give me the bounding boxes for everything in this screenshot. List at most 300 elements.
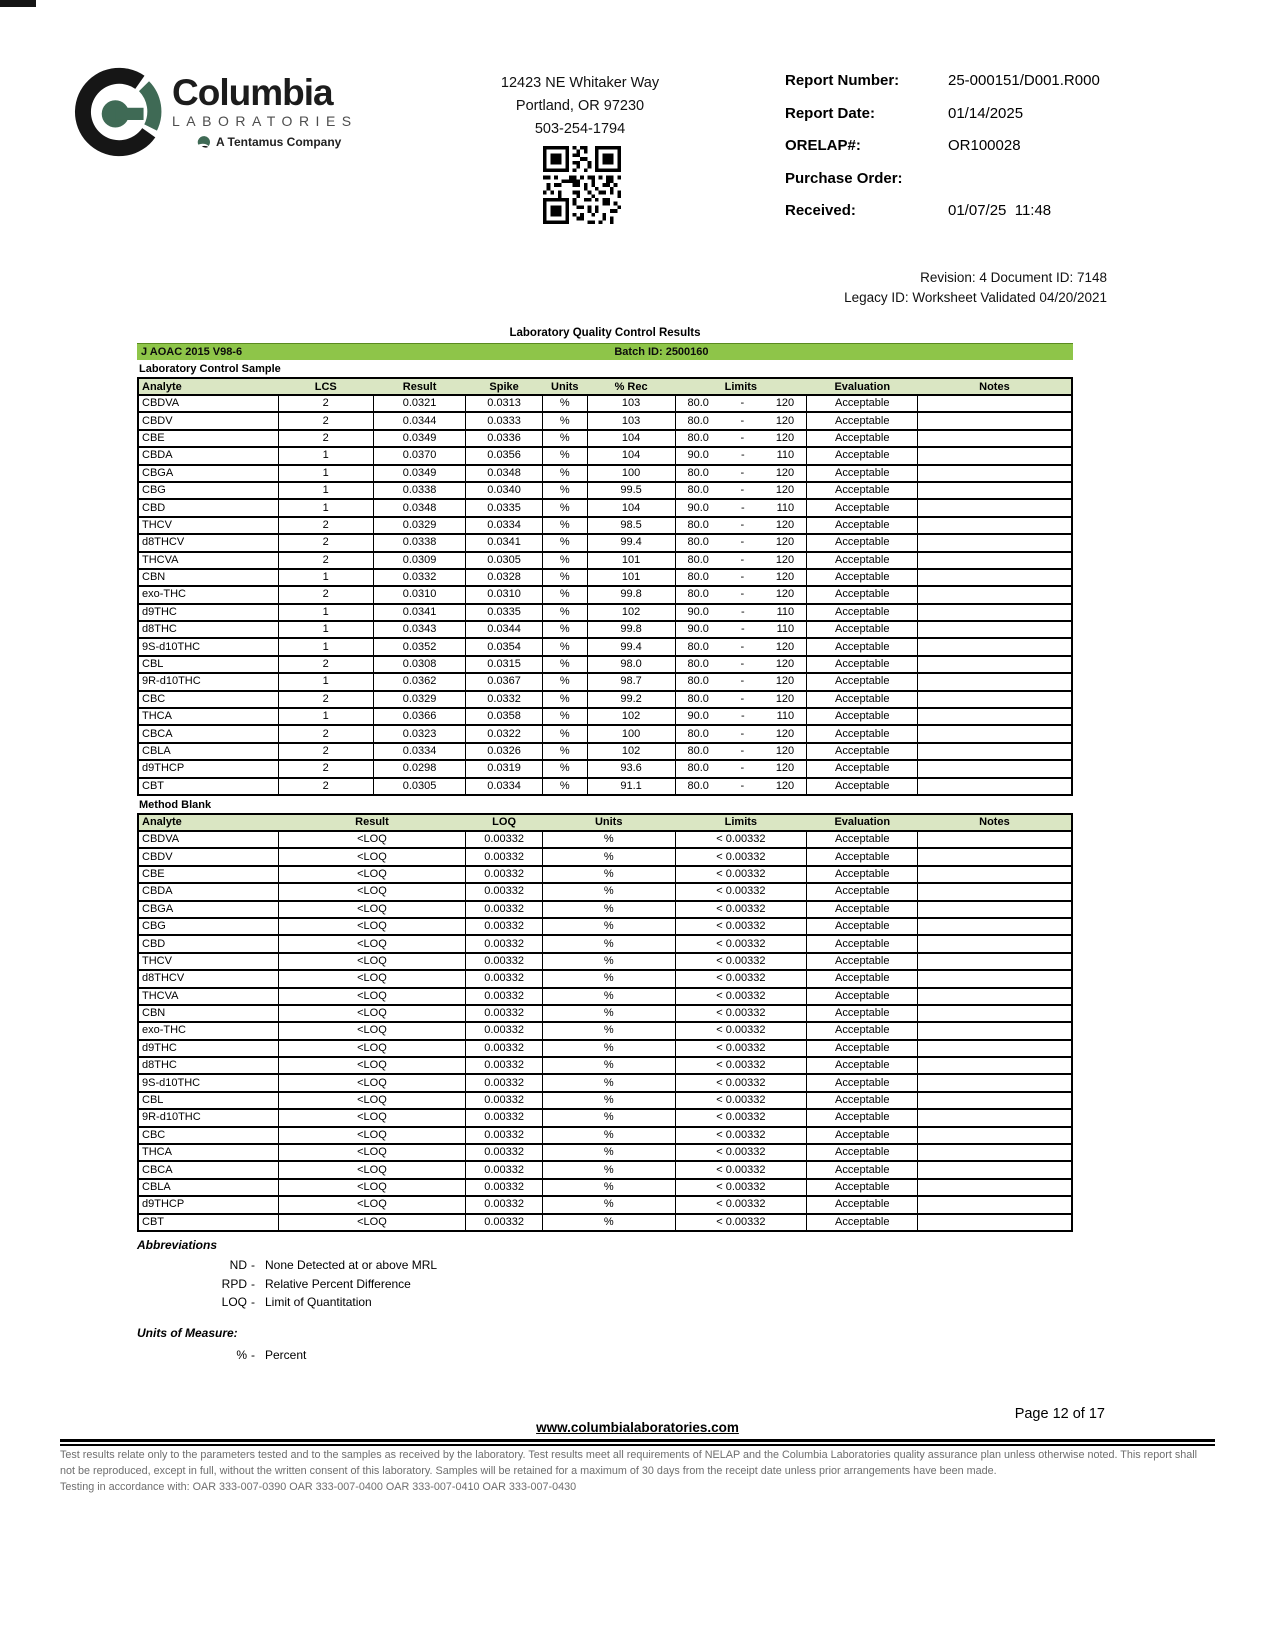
table-cell: 0.00332: [466, 883, 543, 900]
table-cell: 0.00332: [466, 1005, 543, 1022]
notes-cell: [918, 970, 1072, 987]
evaluation-cell: Acceptable: [807, 953, 918, 970]
column-header: LOQ: [466, 814, 543, 831]
limits-cell: 80.0 - 120: [675, 743, 807, 760]
table-cell: 0.0352: [373, 638, 465, 655]
table-cell: <LOQ: [278, 1109, 466, 1126]
evaluation-cell: Acceptable: [807, 1179, 918, 1196]
notes-cell: [918, 1161, 1072, 1178]
table-cell: <LOQ: [278, 988, 466, 1005]
mb-table-row: [138, 1214, 1072, 1231]
table-cell: %: [542, 1214, 675, 1231]
table-cell: <LOQ: [278, 1214, 466, 1231]
mb-table-row: [138, 1005, 1072, 1022]
table-cell: %: [542, 534, 587, 551]
table-cell: 0.00332: [466, 1214, 543, 1231]
table-cell: 0.0341: [373, 604, 465, 621]
table-cell: 0.0321: [373, 395, 465, 412]
table-cell: %: [542, 430, 587, 447]
table-cell: 1: [278, 465, 373, 482]
column-header: Evaluation: [807, 378, 918, 395]
table-cell: 104: [587, 430, 675, 447]
table-cell: 0.0338: [373, 534, 465, 551]
notes-cell: [918, 760, 1072, 777]
evaluation-cell: Acceptable: [807, 430, 918, 447]
table-cell: 0.0367: [466, 673, 543, 690]
analyte-cell: CBCA: [138, 725, 278, 742]
evaluation-cell: Acceptable: [807, 1092, 918, 1109]
table-cell: %: [542, 848, 675, 865]
table-cell: 0.00332: [466, 1179, 543, 1196]
table-cell: 0.00332: [466, 953, 543, 970]
table-cell: <LOQ: [278, 1161, 466, 1178]
table-cell: %: [542, 1040, 675, 1057]
table-cell: 0.0348: [466, 465, 543, 482]
table-cell: < 0.00332: [675, 1196, 807, 1213]
evaluation-cell: Acceptable: [807, 988, 918, 1005]
table-cell: %: [542, 552, 587, 569]
evaluation-cell: Acceptable: [807, 1040, 918, 1057]
definition-text: -: [251, 1258, 255, 1272]
evaluation-cell: Acceptable: [807, 499, 918, 516]
analyte-cell: CBT: [138, 1214, 278, 1231]
table-cell: 2: [278, 534, 373, 551]
table-cell: 0.00332: [466, 831, 543, 848]
definition-text: -: [251, 1348, 255, 1362]
notes-cell: [918, 412, 1072, 429]
column-header: Spike: [466, 378, 543, 395]
evaluation-cell: Acceptable: [807, 604, 918, 621]
table-cell: 0.00332: [466, 970, 543, 987]
evaluation-cell: Acceptable: [807, 918, 918, 935]
table-cell: <LOQ: [278, 953, 466, 970]
mb-header-row: [138, 814, 1072, 831]
analyte-cell: CBL: [138, 1092, 278, 1109]
table-cell: %: [542, 586, 587, 603]
table-cell: 0.0332: [373, 569, 465, 586]
table-cell: 99.4: [587, 534, 675, 551]
report-field-value: 01/14/2025: [948, 104, 1024, 122]
table-cell: 0.00332: [466, 1196, 543, 1213]
method-name: J AOAC 2015 V98-6: [141, 346, 243, 358]
lcs-table-row: [138, 621, 1072, 638]
table-cell: 0.0341: [466, 534, 543, 551]
definition-text: -: [251, 1295, 255, 1309]
table-cell: %: [542, 1196, 675, 1213]
table-cell: 91.1: [587, 778, 675, 795]
notes-cell: [918, 1196, 1072, 1213]
table-cell: <LOQ: [278, 866, 466, 883]
table-cell: <LOQ: [278, 1196, 466, 1213]
table-cell: 104: [587, 447, 675, 464]
analyte-cell: CBDVA: [138, 831, 278, 848]
table-cell: 0.0333: [466, 412, 543, 429]
table-cell: <LOQ: [278, 1144, 466, 1161]
table-cell: 0.0356: [466, 447, 543, 464]
limits-cell: 90.0 - 110: [675, 621, 807, 638]
lcs-table-row: [138, 708, 1072, 725]
testing-accordance-text: Testing in accordance with: OAR 333-007-0390 OAR 333-007-0400 OAR 333-007-0410 OAR 333-007-0430: [60, 1480, 577, 1493]
table-cell: < 0.00332: [675, 901, 807, 918]
evaluation-cell: Acceptable: [807, 691, 918, 708]
report-field-label: ORELAP#:: [785, 137, 861, 154]
evaluation-cell: Acceptable: [807, 831, 918, 848]
address-phone: 503-254-1794: [534, 121, 626, 137]
column-header: LCS: [278, 378, 373, 395]
table-cell: %: [542, 760, 587, 777]
table-cell: <LOQ: [278, 1127, 466, 1144]
table-cell: 103: [587, 412, 675, 429]
table-cell: %: [542, 1127, 675, 1144]
analyte-cell: THCVA: [138, 988, 278, 1005]
limits-cell: 80.0 - 120: [675, 656, 807, 673]
lcs-table-row: [138, 499, 1072, 516]
table-cell: 1: [278, 708, 373, 725]
table-cell: 2: [278, 586, 373, 603]
table-cell: 0.0315: [466, 656, 543, 673]
notes-cell: [918, 552, 1072, 569]
table-cell: %: [542, 708, 587, 725]
table-cell: %: [542, 725, 587, 742]
column-header: Notes: [918, 814, 1072, 831]
table-cell: 0.00332: [466, 988, 543, 1005]
footer-disclaimer: [60, 1448, 1212, 1495]
notes-cell: [918, 1144, 1072, 1161]
evaluation-cell: Acceptable: [807, 447, 918, 464]
mb-table-body: [138, 831, 1072, 1231]
notes-cell: [918, 534, 1072, 551]
evaluation-cell: Acceptable: [807, 552, 918, 569]
table-cell: < 0.00332: [675, 1092, 807, 1109]
table-cell: 0.0319: [466, 760, 543, 777]
table-cell: 2: [278, 430, 373, 447]
table-cell: %: [542, 988, 675, 1005]
limits-cell: 80.0 - 120: [675, 725, 807, 742]
analyte-cell: 9R-d10THC: [138, 673, 278, 690]
column-header: Result: [373, 378, 465, 395]
analyte-cell: CBCA: [138, 1161, 278, 1178]
analyte-cell: THCVA: [138, 552, 278, 569]
definition-text: ND: [229, 1258, 247, 1272]
table-cell: %: [542, 1161, 675, 1178]
notes-cell: [918, 743, 1072, 760]
table-cell: 0.0344: [466, 621, 543, 638]
notes-cell: [918, 621, 1072, 638]
table-cell: 0.0362: [373, 673, 465, 690]
evaluation-cell: Acceptable: [807, 586, 918, 603]
evaluation-cell: Acceptable: [807, 465, 918, 482]
evaluation-cell: Acceptable: [807, 621, 918, 638]
definition-text: RPD: [221, 1276, 247, 1291]
table-cell: 0.00332: [466, 1074, 543, 1091]
report-field-label: Purchase Order:: [785, 169, 903, 187]
mb-table-row: [138, 1179, 1072, 1196]
table-cell: %: [542, 465, 587, 482]
table-cell: %: [542, 743, 587, 760]
table-cell: %: [542, 656, 587, 673]
definition-text: Relative Percent Difference: [265, 1276, 411, 1291]
limits-cell: 80.0 - 120: [675, 395, 807, 412]
table-cell: %: [542, 638, 587, 655]
table-cell: < 0.00332: [675, 1144, 807, 1161]
table-cell: %: [542, 395, 587, 412]
table-cell: %: [542, 1074, 675, 1091]
mb-table-row: [138, 866, 1072, 883]
lcs-table-row: [138, 482, 1072, 499]
table-cell: 0.0305: [466, 552, 543, 569]
report-field-value: 01/07/25 11:48: [948, 202, 1052, 219]
table-cell: 0.0335: [466, 499, 543, 516]
notes-cell: [918, 569, 1072, 586]
limits-cell: 80.0 - 120: [675, 517, 807, 534]
table-cell: 0.0358: [466, 708, 543, 725]
evaluation-cell: Acceptable: [807, 778, 918, 795]
table-cell: 102: [587, 743, 675, 760]
table-cell: 2: [278, 725, 373, 742]
evaluation-cell: Acceptable: [807, 534, 918, 551]
evaluation-cell: Acceptable: [807, 935, 918, 952]
lcs-table-row: [138, 673, 1072, 690]
table-cell: 2: [278, 552, 373, 569]
evaluation-cell: Acceptable: [807, 1144, 918, 1161]
table-cell: 0.00332: [466, 1109, 543, 1126]
notes-cell: [918, 883, 1072, 900]
definition-row: [137, 1275, 437, 1294]
evaluation-cell: Acceptable: [807, 569, 918, 586]
table-cell: %: [542, 482, 587, 499]
table-cell: <LOQ: [278, 848, 466, 865]
table-cell: %: [542, 517, 587, 534]
table-cell: < 0.00332: [675, 1022, 807, 1039]
lcs-table-row: [138, 569, 1072, 586]
notes-cell: [918, 953, 1072, 970]
table-cell: 0.00332: [466, 1022, 543, 1039]
analyte-cell: exo-THC: [138, 1022, 278, 1039]
analyte-cell: 9S-d10THC: [138, 638, 278, 655]
notes-cell: [918, 673, 1072, 690]
table-cell: %: [542, 447, 587, 464]
definition-row: [137, 1293, 437, 1312]
table-cell: %: [542, 831, 675, 848]
scan-artifact: [0, 0, 36, 7]
evaluation-cell: Acceptable: [807, 638, 918, 655]
table-cell: < 0.00332: [675, 831, 807, 848]
mb-table-row: [138, 1127, 1072, 1144]
notes-cell: [918, 430, 1072, 447]
notes-cell: [918, 691, 1072, 708]
analyte-cell: d9THC: [138, 1040, 278, 1057]
brand-name: Columbia: [172, 72, 333, 113]
analyte-cell: CBN: [138, 569, 278, 586]
evaluation-cell: Acceptable: [807, 1127, 918, 1144]
table-cell: < 0.00332: [675, 1127, 807, 1144]
limits-cell: 90.0 - 110: [675, 447, 807, 464]
table-cell: 0.0328: [466, 569, 543, 586]
limits-cell: 80.0 - 120: [675, 760, 807, 777]
table-cell: < 0.00332: [675, 848, 807, 865]
lcs-table-row: [138, 586, 1072, 603]
table-cell: <LOQ: [278, 1074, 466, 1091]
definition-text: None Detected at or above MRL: [265, 1258, 438, 1272]
lcs-table-row: [138, 743, 1072, 760]
abbreviations-block: [137, 1238, 437, 1312]
mb-table-row: [138, 918, 1072, 935]
page-number: Page 12 of 17: [1014, 1406, 1105, 1422]
table-cell: %: [542, 901, 675, 918]
evaluation-cell: Acceptable: [807, 848, 918, 865]
analyte-cell: CBE: [138, 430, 278, 447]
analyte-cell: THCA: [138, 708, 278, 725]
table-cell: %: [542, 935, 675, 952]
table-cell: 2: [278, 743, 373, 760]
mb-table: [137, 813, 1073, 1232]
table-cell: 1: [278, 482, 373, 499]
notes-cell: [918, 831, 1072, 848]
limits-cell: 80.0 - 120: [675, 412, 807, 429]
limits-cell: 80.0 - 120: [675, 482, 807, 499]
table-cell: %: [542, 569, 587, 586]
lcs-table-row: [138, 778, 1072, 795]
table-cell: 0.0313: [466, 395, 543, 412]
limits-cell: 80.0 - 120: [675, 586, 807, 603]
lcs-table: [137, 377, 1073, 796]
analyte-cell: CBDA: [138, 447, 278, 464]
qc-results-section: [137, 327, 1073, 1232]
analyte-cell: CBC: [138, 691, 278, 708]
table-cell: %: [542, 953, 675, 970]
analyte-cell: CBG: [138, 918, 278, 935]
evaluation-cell: Acceptable: [807, 708, 918, 725]
table-cell: < 0.00332: [675, 1214, 807, 1231]
limits-cell: 90.0 - 110: [675, 604, 807, 621]
mb-table-row: [138, 848, 1072, 865]
analyte-cell: 9S-d10THC: [138, 1074, 278, 1091]
notes-cell: [918, 517, 1072, 534]
evaluation-cell: Acceptable: [807, 743, 918, 760]
notes-cell: [918, 1005, 1072, 1022]
lcs-table-row: [138, 412, 1072, 429]
table-cell: %: [542, 1144, 675, 1161]
analyte-cell: CBDVA: [138, 395, 278, 412]
analyte-cell: d8THC: [138, 621, 278, 638]
evaluation-cell: Acceptable: [807, 725, 918, 742]
table-cell: <LOQ: [278, 1179, 466, 1196]
table-cell: 102: [587, 708, 675, 725]
table-cell: %: [542, 918, 675, 935]
table-cell: < 0.00332: [675, 1057, 807, 1074]
analyte-cell: THCV: [138, 953, 278, 970]
analyte-cell: CBDV: [138, 848, 278, 865]
column-header: Limits: [675, 378, 807, 395]
evaluation-cell: Acceptable: [807, 970, 918, 987]
column-header: Analyte: [138, 378, 278, 395]
table-cell: < 0.00332: [675, 1074, 807, 1091]
table-cell: 0.0326: [466, 743, 543, 760]
mb-table-row: [138, 988, 1072, 1005]
evaluation-cell: Acceptable: [807, 866, 918, 883]
table-cell: 0.0366: [373, 708, 465, 725]
column-header: Notes: [918, 378, 1072, 395]
table-cell: 1: [278, 447, 373, 464]
lcs-table-row: [138, 638, 1072, 655]
table-cell: %: [542, 1005, 675, 1022]
batch-id: Batch ID: 2500160: [614, 346, 709, 358]
table-cell: 98.5: [587, 517, 675, 534]
analyte-cell: d9THCP: [138, 760, 278, 777]
evaluation-cell: Acceptable: [807, 482, 918, 499]
revision-block: [844, 268, 1107, 308]
table-cell: 0.0323: [373, 725, 465, 742]
evaluation-cell: Acceptable: [807, 901, 918, 918]
table-cell: 101: [587, 552, 675, 569]
analyte-cell: CBLA: [138, 743, 278, 760]
evaluation-cell: Acceptable: [807, 883, 918, 900]
mb-table-row: [138, 901, 1072, 918]
limits-cell: 80.0 - 120: [675, 430, 807, 447]
mb-table-row: [138, 1022, 1072, 1039]
table-cell: < 0.00332: [675, 953, 807, 970]
notes-cell: [918, 1127, 1072, 1144]
table-cell: < 0.00332: [675, 1109, 807, 1126]
table-cell: %: [542, 1092, 675, 1109]
table-cell: 0.00332: [466, 901, 543, 918]
lcs-header-row: [138, 378, 1072, 395]
table-cell: 0.0334: [373, 743, 465, 760]
notes-cell: [918, 866, 1072, 883]
definition-text: Limit of Quantitation: [265, 1295, 372, 1309]
table-cell: <LOQ: [278, 918, 466, 935]
units-list: [137, 1346, 306, 1365]
analyte-cell: CBL: [138, 656, 278, 673]
table-cell: 0.0336: [466, 430, 543, 447]
analyte-cell: d9THCP: [138, 1196, 278, 1213]
lcs-table-row: [138, 395, 1072, 412]
notes-cell: [918, 725, 1072, 742]
method-bar: [137, 343, 1073, 360]
table-cell: %: [542, 691, 587, 708]
table-cell: 99.5: [587, 482, 675, 499]
table-cell: 1: [278, 499, 373, 516]
evaluation-cell: Acceptable: [807, 1161, 918, 1178]
analyte-cell: CBN: [138, 1005, 278, 1022]
table-cell: < 0.00332: [675, 883, 807, 900]
table-cell: 0.0310: [373, 586, 465, 603]
analyte-cell: d8THC: [138, 1057, 278, 1074]
notes-cell: [918, 638, 1072, 655]
lcs-table-row: [138, 465, 1072, 482]
report-field-label: Received:: [785, 202, 856, 219]
analyte-cell: CBDV: [138, 412, 278, 429]
table-cell: %: [542, 1057, 675, 1074]
qc-title: Laboratory Quality Control Results: [509, 327, 701, 339]
table-cell: <LOQ: [278, 901, 466, 918]
analyte-cell: CBGA: [138, 465, 278, 482]
table-cell: 1: [278, 604, 373, 621]
abbreviations-list: [137, 1256, 437, 1312]
analyte-cell: CBE: [138, 866, 278, 883]
table-cell: 93.6: [587, 760, 675, 777]
mb-table-row: [138, 1040, 1072, 1057]
table-cell: 0.0305: [373, 778, 465, 795]
column-header: % Rec: [587, 378, 675, 395]
table-cell: 0.0338: [373, 482, 465, 499]
table-cell: 0.0354: [466, 638, 543, 655]
report-field-value: OR100028: [948, 137, 1021, 154]
table-cell: < 0.00332: [675, 935, 807, 952]
table-cell: 103: [587, 395, 675, 412]
definition-text: Percent: [265, 1348, 307, 1362]
limits-cell: 80.0 - 120: [675, 552, 807, 569]
